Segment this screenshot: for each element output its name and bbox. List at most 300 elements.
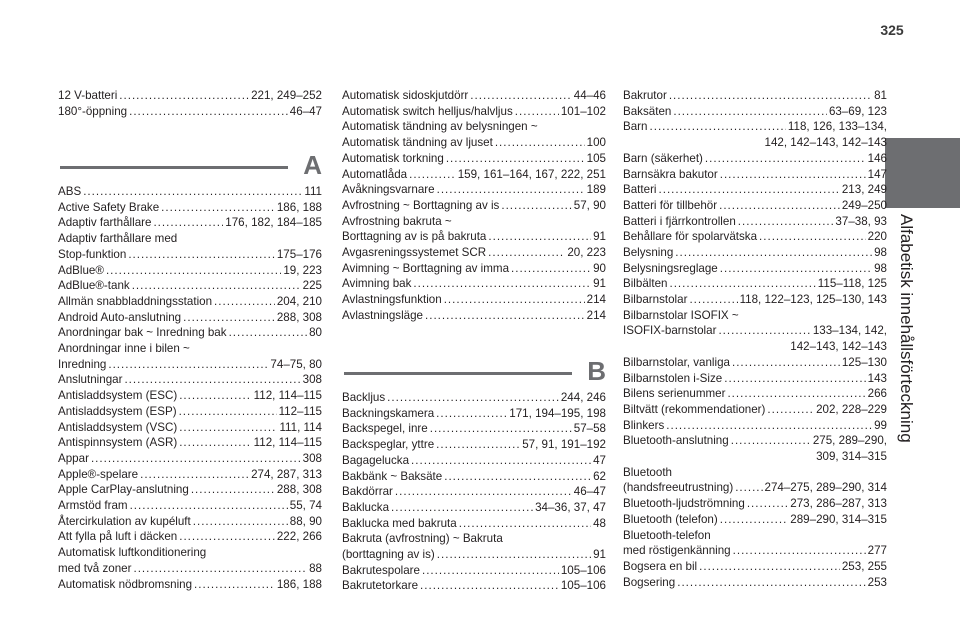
index-entry-line xyxy=(342,390,606,406)
entry-term: Bakbänk ~ Baksäte xyxy=(342,469,443,483)
index-entry xyxy=(342,104,606,120)
entry-pages: 249–250 xyxy=(841,198,887,212)
dot-leader xyxy=(425,308,585,324)
entry-pages: 142, 142–143, 142–143 xyxy=(764,136,887,150)
dot-leader xyxy=(153,215,223,231)
index-entry-line xyxy=(342,406,606,422)
index-entry xyxy=(58,420,322,436)
entry-term: Backningskamera xyxy=(342,406,435,420)
index-entry xyxy=(623,261,887,277)
entry-term: Barnsäkra bakutor xyxy=(623,167,718,181)
entry-term: med två zoner xyxy=(58,561,132,575)
entry-term: Avlastningsfunktion xyxy=(342,293,442,307)
entry-pages: 105–106 xyxy=(560,579,606,593)
entry-term: Apple®-spelare xyxy=(58,467,139,481)
index-entry-line xyxy=(58,498,322,514)
index-entry xyxy=(623,433,887,464)
entry-term: Automatisk tändning av ljuset xyxy=(342,136,493,150)
index-entry-line xyxy=(342,469,606,485)
index-entry xyxy=(342,531,606,562)
index-entry-line xyxy=(623,119,887,135)
index-entry-line xyxy=(623,88,887,104)
dot-leader xyxy=(119,88,249,104)
dot-leader xyxy=(413,276,591,292)
entry-pages: 244, 246 xyxy=(560,391,606,404)
index-entry-line xyxy=(623,167,887,183)
dot-leader xyxy=(459,516,591,532)
entry-term: Avåkningsvarnare xyxy=(342,183,435,197)
dot-leader xyxy=(735,480,762,496)
chapter-label-text: Alfabetisk innehållsförteckning xyxy=(897,214,916,443)
entry-term: AdBlue®-tank xyxy=(58,279,130,293)
index-entry xyxy=(623,575,887,591)
index-entry-line xyxy=(342,214,606,230)
entry-term: Barn (säkerhet) xyxy=(623,151,703,165)
index-entry-line xyxy=(623,245,887,261)
index-entry xyxy=(623,496,887,512)
entry-term: Armstöd fram xyxy=(58,499,128,512)
dot-leader xyxy=(673,104,827,120)
entry-term: Backspegel, inre xyxy=(342,422,428,436)
dot-leader xyxy=(422,563,559,579)
entry-pages: 186, 188 xyxy=(276,200,322,214)
index-entry-line xyxy=(342,484,606,500)
dot-leader xyxy=(669,276,815,292)
index-entry-line xyxy=(58,529,322,545)
dot-leader xyxy=(733,543,866,559)
index-entry-line xyxy=(58,184,322,200)
index-entry xyxy=(342,276,606,292)
entry-term: Batteri xyxy=(623,183,657,197)
index-entry-line xyxy=(623,135,887,151)
dot-leader xyxy=(767,402,814,418)
entry-pages: 213, 249 xyxy=(841,183,887,197)
index-entry-line xyxy=(58,294,322,310)
index-entry-line xyxy=(58,451,322,467)
index-entry-line xyxy=(623,104,887,120)
index-entry xyxy=(342,453,606,469)
index-entry-line xyxy=(58,514,322,530)
index-entry xyxy=(623,512,887,528)
index-entry-line xyxy=(58,310,322,326)
entry-pages: 277 xyxy=(867,544,887,558)
entry-term: Bakruta (avfrostning) ~ Bakruta xyxy=(342,532,503,546)
entry-term: Backljus xyxy=(342,391,386,404)
entry-term: Automatisk tändning av belysningen ~ xyxy=(342,120,538,134)
dot-leader xyxy=(194,577,275,593)
dot-leader xyxy=(501,198,571,214)
index-entry xyxy=(58,577,322,593)
index-entry-line xyxy=(58,435,322,451)
entry-term: Allmän snabbladdningsstation xyxy=(58,294,213,308)
dot-leader xyxy=(470,88,571,104)
entry-term: Bilbarnstolar, vanliga xyxy=(623,355,730,369)
index-entry xyxy=(58,435,322,451)
index-entry-line xyxy=(58,482,322,498)
index-entry-line xyxy=(623,433,887,449)
entry-term: Bakrutor xyxy=(623,89,667,102)
index-entry xyxy=(342,214,606,245)
entry-pages: 214 xyxy=(586,293,606,307)
entry-pages: 221, 249–252 xyxy=(251,89,322,102)
entry-term: Antisladdsystem (VSC) xyxy=(58,420,178,434)
index-entry-line xyxy=(58,388,322,404)
index-entry xyxy=(58,545,322,576)
entry-pages: 308 xyxy=(302,373,322,387)
index-entry-line xyxy=(58,357,322,373)
dot-leader xyxy=(437,182,585,198)
index-entry-line xyxy=(58,200,322,216)
entry-pages: 34–36, 37, 47 xyxy=(535,500,606,514)
entry-term: Bluetooth-ljudströmning xyxy=(623,497,745,511)
index-entry xyxy=(623,88,887,104)
dot-leader xyxy=(395,484,572,500)
index-entry xyxy=(623,465,887,496)
index-entry-line xyxy=(342,516,606,532)
entry-term: Automatisk switch helljus/halvljus xyxy=(342,104,513,118)
entry-term: Avimning bak xyxy=(342,277,412,291)
index-entry-line xyxy=(58,372,322,388)
entry-pages: 171, 194–195, 198 xyxy=(509,406,606,420)
dot-leader xyxy=(191,482,275,498)
index-entry-line xyxy=(623,465,887,481)
index-entry-line xyxy=(623,575,887,591)
index-entry-line xyxy=(58,104,322,120)
entry-pages: 98 xyxy=(874,261,887,275)
dot-leader xyxy=(106,263,281,279)
dot-leader xyxy=(718,323,810,339)
index-entry-line xyxy=(623,323,887,339)
entry-term: Bilbarnstolen i-Size xyxy=(623,371,723,385)
dot-leader xyxy=(699,559,840,575)
entry-term: Bakrutetorkare xyxy=(342,579,419,593)
index-entry xyxy=(58,404,322,420)
section-letter: A xyxy=(303,150,322,180)
index-entry xyxy=(58,200,322,216)
entry-pages: 57–58 xyxy=(573,422,606,436)
entry-pages: 189 xyxy=(586,183,606,197)
entry-pages: 115–118, 125 xyxy=(817,277,887,291)
index-entry-line xyxy=(623,182,887,198)
index-entry-line xyxy=(342,167,606,183)
index-entry-line xyxy=(342,104,606,120)
entry-term: Bluetooth-anslutning xyxy=(623,434,729,448)
index-entry-line xyxy=(58,561,322,577)
dot-leader xyxy=(720,261,872,277)
entry-pages: 80 xyxy=(309,326,322,340)
entry-pages: 125–130 xyxy=(841,355,887,369)
section-rule xyxy=(344,372,572,375)
dot-leader xyxy=(179,388,251,404)
entry-pages: 175–176 xyxy=(276,247,322,261)
index-entry xyxy=(58,372,322,388)
index-entry xyxy=(342,516,606,532)
index-entry-line xyxy=(342,531,606,547)
index-entry-line xyxy=(342,547,606,563)
entry-term: Anslutningar xyxy=(58,373,123,387)
entry-term: Automatisk torkning xyxy=(342,151,444,165)
entry-term: Bakrutespolare xyxy=(342,563,420,577)
entry-pages: 253, 255 xyxy=(841,560,887,573)
dot-leader xyxy=(179,529,275,545)
index-entry-line xyxy=(342,292,606,308)
index-entry xyxy=(623,229,887,245)
index-entry xyxy=(58,529,322,545)
dot-leader xyxy=(731,433,811,449)
entry-pages: 142–143, 142–143 xyxy=(790,340,887,354)
entry-term: 12 V-batteri xyxy=(58,89,118,102)
dot-leader xyxy=(659,182,840,198)
index-entry xyxy=(623,418,887,434)
entry-pages: 99 xyxy=(874,418,887,432)
index-entry xyxy=(342,182,606,198)
index-entry xyxy=(58,184,322,200)
index-entry xyxy=(58,498,322,514)
entry-term: Bilbarnstolar xyxy=(623,293,688,307)
entry-term: Appar xyxy=(58,451,89,465)
index-entry xyxy=(58,231,322,262)
index-entry-line xyxy=(58,88,322,104)
index-entry-line xyxy=(623,229,887,245)
index-entry xyxy=(342,500,606,516)
index-entry-line xyxy=(623,198,887,214)
chapter-tab xyxy=(885,138,960,208)
dot-leader xyxy=(732,355,840,371)
entry-pages: 186, 188 xyxy=(276,577,322,591)
entry-term: Bilens serienummer xyxy=(623,387,726,401)
entry-term: Active Safety Brake xyxy=(58,200,160,214)
index-entry xyxy=(623,402,887,418)
entry-term: 180°-öppning xyxy=(58,104,128,118)
dot-leader xyxy=(444,469,591,485)
index-entry-line xyxy=(58,545,322,561)
dot-leader xyxy=(130,498,288,514)
dot-leader xyxy=(420,578,559,594)
entry-pages: 308 xyxy=(302,451,322,465)
entry-pages: 273, 286–287, 313 xyxy=(790,497,887,511)
dot-leader xyxy=(759,229,866,245)
entry-term: Belysningsreglage xyxy=(623,261,718,275)
index-entry-line xyxy=(623,292,887,308)
entry-term: Bogsera en bil xyxy=(623,560,698,573)
index-entry-line xyxy=(58,231,322,247)
entry-pages: 101–102 xyxy=(560,104,606,118)
entry-term: Batteri för tillbehör xyxy=(623,198,718,212)
dot-leader xyxy=(675,245,872,261)
index-entry xyxy=(342,469,606,485)
dot-leader xyxy=(409,167,456,183)
entry-term: Avfrostning ~ Borttagning av is xyxy=(342,198,500,212)
index-entry-line xyxy=(623,559,887,575)
index-entry xyxy=(623,119,887,150)
index-entry-line xyxy=(342,88,606,104)
index-entry-line xyxy=(342,119,606,135)
dot-leader xyxy=(650,119,786,135)
index-entry-line xyxy=(58,341,322,357)
index-entry-line xyxy=(342,421,606,437)
entry-term: AdBlue® xyxy=(58,263,104,277)
dot-leader xyxy=(705,151,866,167)
index-entry-line xyxy=(623,543,887,559)
dot-leader xyxy=(133,561,307,577)
dot-leader xyxy=(511,261,591,277)
entry-pages: 74–75, 80 xyxy=(270,357,322,371)
dot-leader xyxy=(666,418,872,434)
index-entry-line xyxy=(342,437,606,453)
entry-term: Borttagning av is på bakruta xyxy=(342,230,487,244)
entry-pages: 100 xyxy=(586,136,606,150)
dot-leader xyxy=(193,514,288,530)
entry-term: Barn xyxy=(623,120,648,134)
index-entry-line xyxy=(58,263,322,279)
index-entry xyxy=(58,88,322,104)
entry-term: Automatisk luftkonditionering xyxy=(58,546,207,560)
entry-pages: 143 xyxy=(867,371,887,385)
index-entry-line xyxy=(342,261,606,277)
entry-pages: 19, 223 xyxy=(283,263,322,277)
index-entry-line xyxy=(342,308,606,324)
entry-term: Bogsering xyxy=(623,575,676,589)
dot-leader xyxy=(229,325,308,341)
dot-leader xyxy=(437,547,591,563)
index-entry xyxy=(623,528,887,559)
entry-term: Anordningar bak ~ Inredning bak xyxy=(58,326,227,340)
entry-pages: 133–134, 142, xyxy=(812,324,887,338)
entry-term: Antispinnsystem (ASR) xyxy=(58,436,178,450)
entry-term: Automatisk sidoskjutdörr xyxy=(342,89,469,102)
entry-pages: 274–275, 289–290, 314 xyxy=(764,481,887,495)
entry-term: Bilbälten xyxy=(623,277,668,291)
dot-leader xyxy=(747,496,788,512)
index-entry xyxy=(342,245,606,261)
index-entry xyxy=(342,119,606,150)
index-entry xyxy=(623,371,887,387)
entry-pages: 47 xyxy=(593,453,606,467)
entry-pages: 112, 114–115 xyxy=(253,389,322,403)
entry-pages: 176, 182, 184–185 xyxy=(225,216,322,230)
entry-term: Att fylla på luft i däcken xyxy=(58,530,178,544)
entry-pages: 112, 114–115 xyxy=(253,436,322,450)
index-entry-line xyxy=(623,276,887,292)
entry-pages: 57, 90 xyxy=(573,198,606,212)
index-entry xyxy=(58,514,322,530)
entry-term: Bluetooth xyxy=(623,465,672,479)
index-entry-line xyxy=(342,245,606,261)
entry-pages: 63–69, 123 xyxy=(828,104,887,118)
index-entry xyxy=(58,467,322,483)
dot-leader xyxy=(132,278,301,294)
dot-leader xyxy=(727,386,865,402)
index-entry xyxy=(342,198,606,214)
entry-term: Avlastningsläge xyxy=(342,308,423,322)
index-entry xyxy=(623,104,887,120)
dot-leader xyxy=(436,437,520,453)
index-entry xyxy=(342,292,606,308)
index-entry xyxy=(58,215,322,231)
index-entry xyxy=(342,261,606,277)
index-entry xyxy=(342,421,606,437)
entry-pages: 57, 91, 191–192 xyxy=(522,438,606,452)
entry-pages: 289–290, 314–315 xyxy=(790,512,887,526)
index-entry-line xyxy=(623,151,887,167)
entry-pages: 98 xyxy=(874,246,887,259)
entry-term: Inredning xyxy=(58,357,107,371)
dot-leader xyxy=(515,104,559,120)
dot-leader xyxy=(124,372,300,388)
index-entry xyxy=(623,151,887,167)
dot-leader xyxy=(140,467,249,483)
dot-leader xyxy=(738,214,834,230)
entry-pages: 91 xyxy=(593,230,606,244)
dot-leader xyxy=(179,404,277,420)
entry-pages: 220 xyxy=(867,230,887,244)
dot-leader xyxy=(128,247,275,263)
entry-pages: 20, 223 xyxy=(567,246,606,259)
page-number: 325 xyxy=(880,22,904,38)
index-entry xyxy=(342,308,606,324)
entry-pages: 105 xyxy=(586,151,606,165)
entry-pages: 288, 308 xyxy=(276,483,322,497)
entry-term: Blinkers xyxy=(623,418,665,432)
dot-leader xyxy=(719,198,840,214)
entry-term: Baklucka med bakruta xyxy=(342,516,457,530)
dot-leader xyxy=(179,420,277,436)
index-entry-line xyxy=(623,339,887,355)
entry-term: Belysning xyxy=(623,246,674,259)
section-heading-a xyxy=(58,150,322,180)
entry-pages: 91 xyxy=(593,547,606,561)
index-entry-line xyxy=(342,135,606,151)
index-entry xyxy=(623,292,887,308)
index-entry-line xyxy=(58,467,322,483)
entry-term: Baksäten xyxy=(623,104,672,118)
entry-pages: 118, 126, 133–134, xyxy=(787,120,887,134)
index-entry-line xyxy=(342,500,606,516)
index-entry xyxy=(58,104,322,120)
entry-pages: 62 xyxy=(593,469,606,483)
entry-term: Avgasreningssystemet SCR xyxy=(342,246,487,259)
index-entry xyxy=(342,88,606,104)
dot-leader xyxy=(444,292,585,308)
index-entry xyxy=(342,437,606,453)
entry-term: Antisladdsystem (ESC) xyxy=(58,389,178,403)
index-entry-line xyxy=(342,151,606,167)
index-entry xyxy=(58,325,322,341)
index-entry xyxy=(342,390,606,406)
index-entry xyxy=(623,386,887,402)
entry-pages: 222, 266 xyxy=(276,530,322,544)
index-entry xyxy=(58,451,322,467)
section-rule xyxy=(60,166,288,169)
dot-leader xyxy=(179,435,251,451)
dot-leader xyxy=(391,500,533,516)
index-entry-line xyxy=(342,453,606,469)
index-entry-line xyxy=(58,404,322,420)
entry-pages: 88, 90 xyxy=(289,514,322,528)
index-entry-line xyxy=(58,247,322,263)
index-entry xyxy=(623,214,887,230)
dot-leader xyxy=(724,371,865,387)
entry-pages: 204, 210 xyxy=(276,294,322,308)
entry-pages: 118, 122–123, 125–130, 143 xyxy=(739,293,887,307)
dot-leader xyxy=(689,292,737,308)
entry-term: (handsfreeutrustning) xyxy=(623,481,734,495)
index-entry-line xyxy=(342,276,606,292)
index-entry xyxy=(342,151,606,167)
dot-leader xyxy=(108,357,268,373)
entry-pages: 111 xyxy=(304,185,322,198)
dot-leader xyxy=(720,167,866,183)
